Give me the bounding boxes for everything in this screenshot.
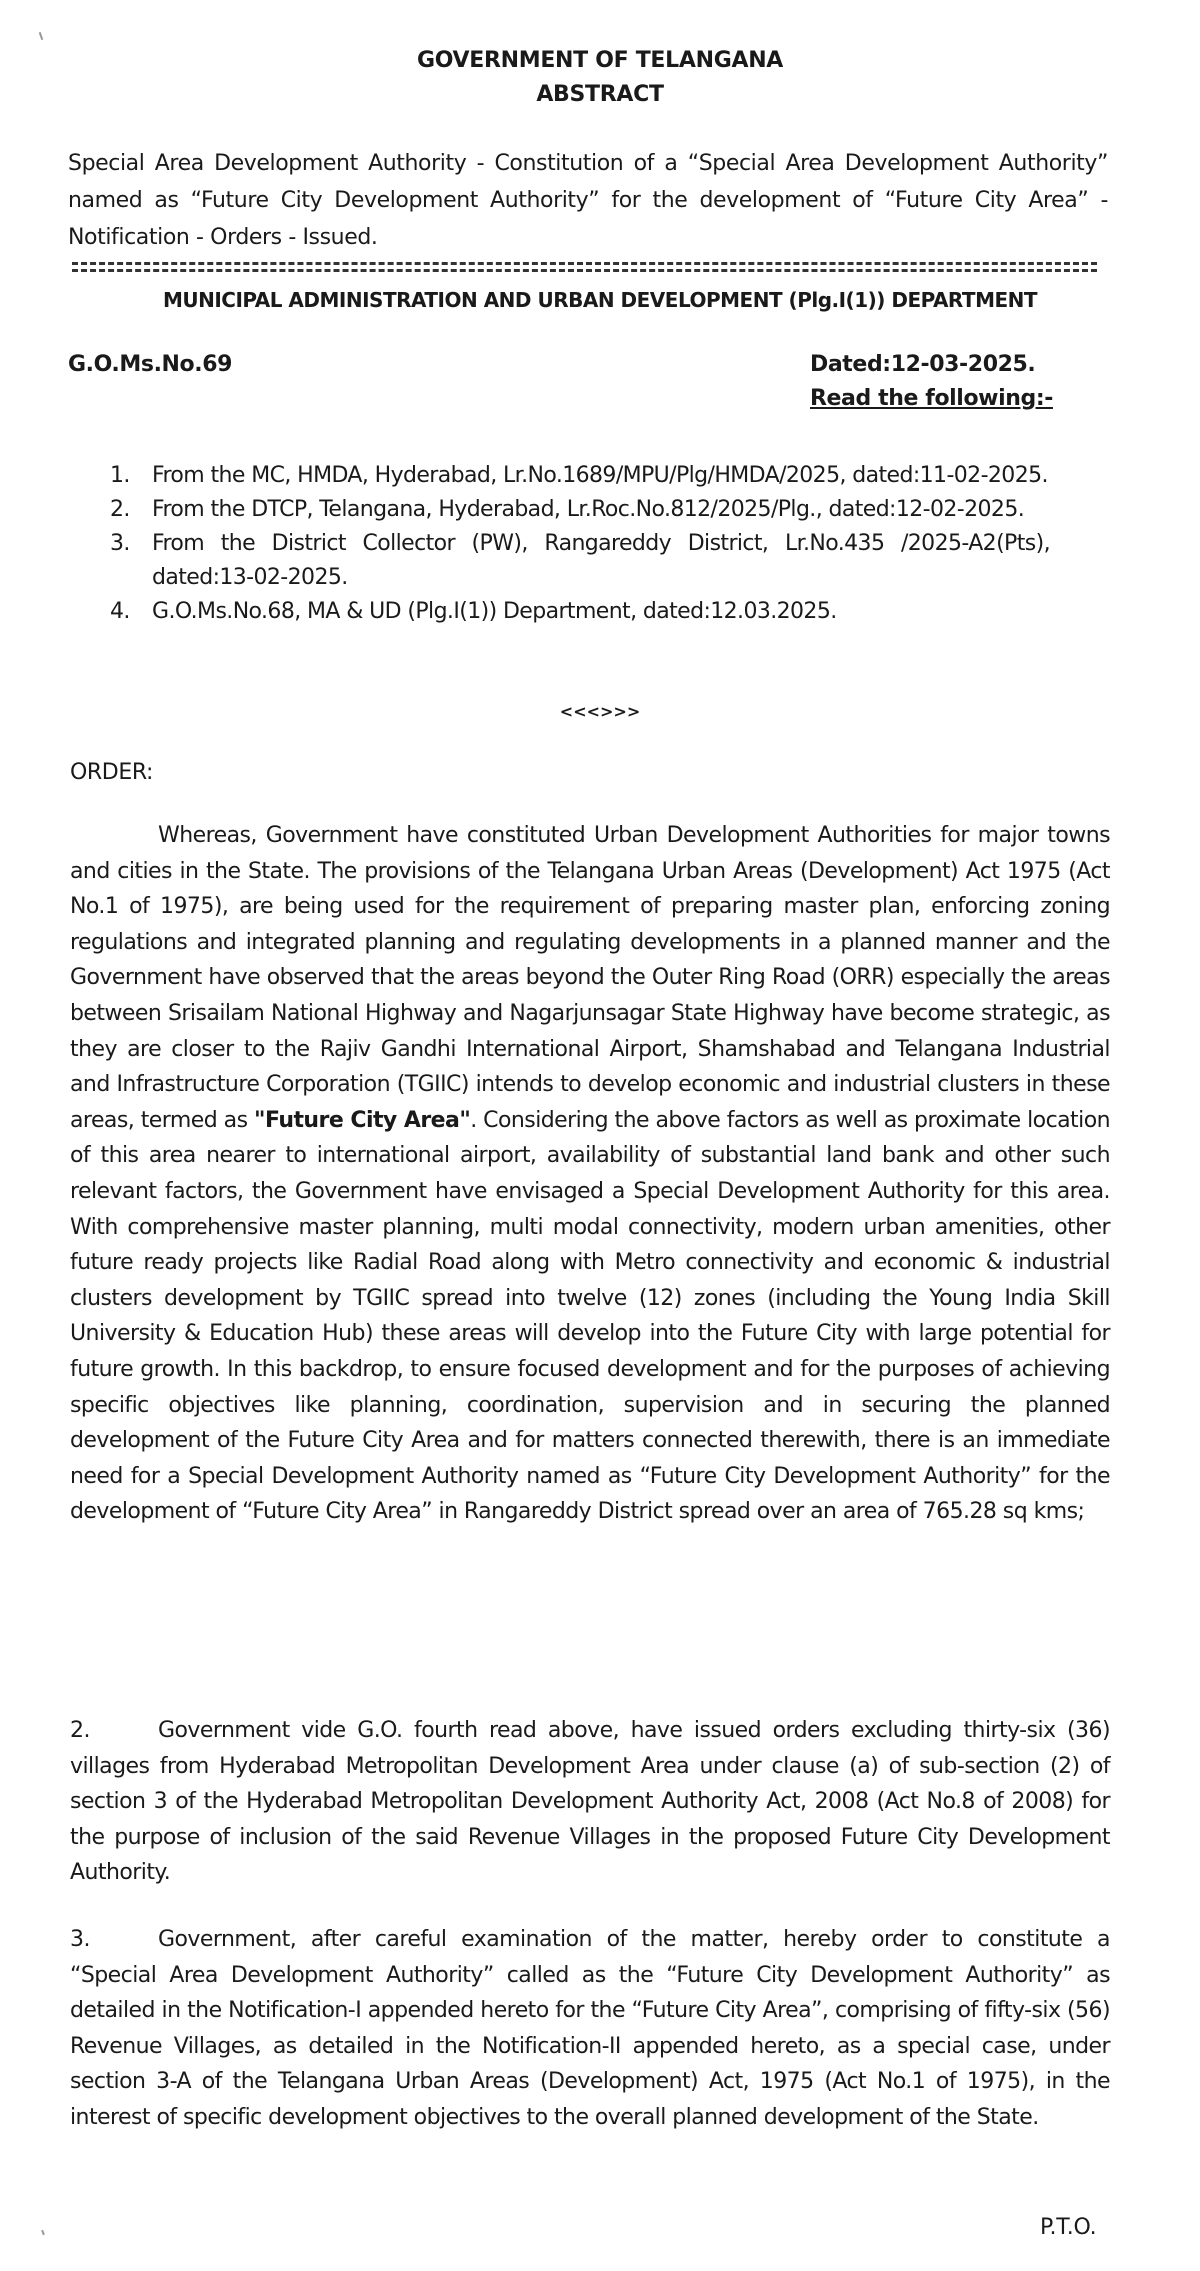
paragraph-text: . Considering the above factors as well as proximate location of this area nearer to international airport, availability of substantial land bank and other such relevant factors, the Government have envisaged a Special Development Authority for this area. With comprehensive master planning, multi modal connectivity, modern urban amenities, other future ready projects like Radial Road along with Metro connectivity and economic & industrial clusters development by TGIIC spread into twelve (12) zones (including the Young India Skill University & Education Hub) these areas will develop into the Future City with large potential for future growth. In this backdrop, to ensure focused development and for the purposes of achieving specific objectives like planning, coordination, supervision and in securing the planned development of the Future City Area and for matters connected therewith, there is an immediate need for a Special Development Authority named as “Future City Development Authority” for the development of “Future City Area” in Rangareddy District spread over an area of 765.28 sq kms; — [70, 1107, 1110, 1525]
government-heading: GOVERNMENT OF TELANGANA — [416, 48, 784, 73]
scan-speck — [41, 2230, 45, 2235]
reference-item — [110, 493, 1050, 527]
reference-number: 4. — [110, 599, 130, 624]
separator-line — [72, 262, 1097, 272]
order-paragraph-3 — [70, 1922, 1110, 2136]
reference-item — [110, 595, 1050, 629]
paragraph-number: 2. — [70, 1718, 90, 1743]
abstract-heading: ABSTRACT — [536, 82, 664, 107]
paragraph-number: 3. — [70, 1927, 90, 1952]
paragraph-text: Government, after careful examination of the matter, hereby order to constitute a “Special Area Development Authority” called as the “Future City Development Authority” as detailed in the Notification-I appended hereto for the “Future City Area”, comprising of fifty-six (56) Revenue Villages, as detailed in the Notification-II appended hereto, as a special case, under section 3-A of the Telangana Urban Areas (Development) Act, 1975 (Act No.1 of 1975), in the interest of specific development objectives to the overall planned development of the State. — [70, 1927, 1110, 2130]
reference-number: 2. — [110, 497, 130, 522]
paragraph-text: Government vide G.O. fourth read above, have issued orders excluding thirty-six (36) villages from Hyderabad Metropolitan Development Area under clause (a) of sub-section (2) of section 3 of the Hyderabad Metropolitan Development Authority Act, 2008 (Act No.8 of 2008) for the purpose of inclusion of the said Revenue Villages in the proposed Future City Development Authority. — [70, 1718, 1110, 1886]
subject-text: Special Area Development Authority - Constitution of a “Special Area Development Authority” named as “Future City Development Authority” for the development of “Future City Area” - Notification - Orders - Issued. — [68, 151, 1108, 250]
please-turn-over: P.T.O. — [1040, 2215, 1097, 2240]
scan-speck — [39, 32, 44, 40]
order-date: Dated:12-03-2025. — [810, 352, 1036, 377]
paragraph-text: Whereas, Government have constituted Urban Development Authorities for major towns and cities in the State. The provisions of the Telangana Urban Areas (Development) Act 1975 (Act No.1 of 1975), are being used for the requirement of preparing master plan, enforcing zoning regulations and integrated planning and regulating developments in a planned manner and the Government have observed that the areas beyond the Outer Ring Road (ORR) especially the areas between Srisailam National Highway and Nagarjunsagar State Highway have become strategic, as they are closer to the Rajiv Gandhi International Airport, Shamshabad and Telangana Industrial and Infrastructure Corporation (TGIIC) intends to develop economic and industrial clusters in these areas, termed as — [70, 823, 1110, 1133]
order-label: ORDER: — [70, 760, 154, 785]
future-city-area-emphasis: "Future City Area" — [254, 1107, 471, 1133]
department-heading: MUNICIPAL ADMINISTRATION AND URBAN DEVELOPMENT (Plg.I(1)) DEPARTMENT — [162, 288, 1038, 312]
go-number: G.O.Ms.No.69 — [68, 352, 233, 377]
reference-text: From the MC, HMDA, Hyderabad, Lr.No.1689/MPU/Plg/HMDA/2025, dated:11-02-2025. — [152, 463, 1048, 488]
read-following-heading: Read the following:- — [810, 386, 1053, 411]
reference-number: 1. — [110, 463, 130, 488]
reference-text: From the District Collector (PW), Rangareddy District, Lr.No.435 /2025-A2(Pts), dated:13-02-2025. — [152, 531, 1050, 590]
reference-item — [110, 459, 1050, 493]
reference-item — [110, 527, 1050, 595]
reference-text: G.O.Ms.No.68, MA & UD (Plg.I(1)) Department, dated:12.03.2025. — [152, 599, 837, 624]
section-divider-mark: <<<>>> — [559, 702, 641, 721]
order-paragraph-1 — [70, 818, 1110, 1530]
order-paragraph-2 — [70, 1713, 1110, 1891]
references-list — [110, 459, 1050, 629]
reference-number: 3. — [110, 531, 130, 556]
reference-text: From the DTCP, Telangana, Hyderabad, Lr.Roc.No.812/2025/Plg., dated:12-02-2025. — [152, 497, 1025, 522]
